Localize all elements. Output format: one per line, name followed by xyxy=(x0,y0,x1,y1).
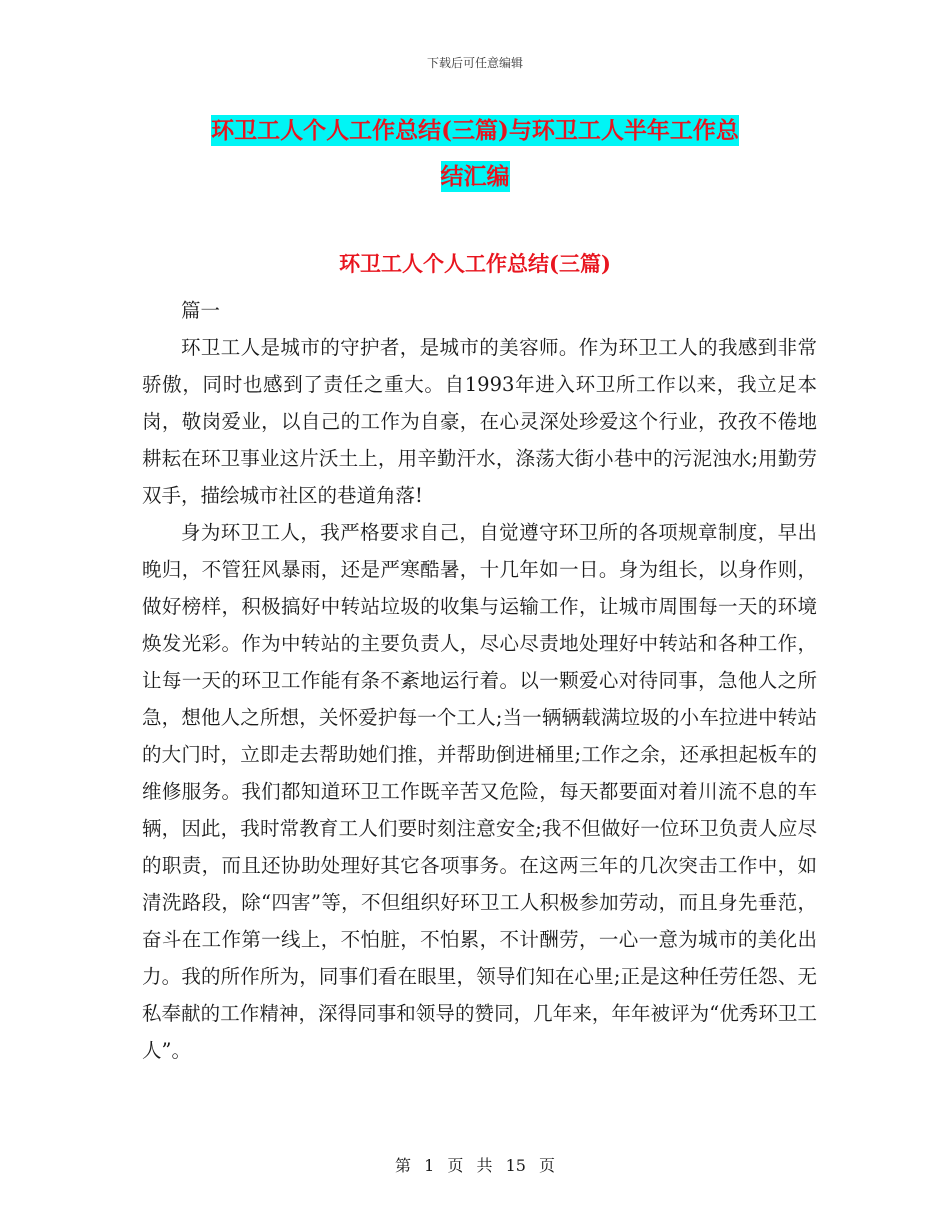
footer-total-prefix: 共 xyxy=(476,1156,493,1175)
footer-page-number: 1 xyxy=(424,1156,435,1175)
title-line-1: 环卫工人个人工作总结(三篇)与环卫工人半年工作总 xyxy=(211,117,739,144)
footer-page-suffix: 页 xyxy=(539,1156,556,1175)
document-title xyxy=(0,108,950,200)
footer-page-mid: 页 xyxy=(447,1156,464,1175)
footer-page-prefix: 第 xyxy=(394,1156,411,1175)
paragraph-1: 环卫工人是城市的守护者，是城市的美容师。作为环卫工人的我感到非常骄傲，同时也感到了责任之重大。自1993年进入环卫所工作以来，我立足本岗，敬岗爱业，以自己的工作为自豪，在心灵深处珍爱这个行业，孜孜不倦地耕耘在环卫事业这片沃土上，用辛勤汗水，涤荡大街小巷中的污泥浊水;用勤劳双手，描绘城市社区的巷道角落! xyxy=(142,336,817,507)
title-line-2: 结汇编 xyxy=(440,163,510,190)
paragraph-2: 身为环卫工人，我严格要求自己，自觉遵守环卫所的各项规章制度，早出晚归，不管狂风暴雨，还是严寒酷暑，十几年如一日。身为组长，以身作则，做好榜样，积极搞好中转站垃圾的收集与运输工作，让城市周围每一天的环境焕发光彩。作为中转站的主要负责人，尽心尽责地处理好中转站和各种工作，让每一天的环卫工作能有条不紊地运行着。以一颗爱心对待同事，急他人之所急，想他人之所想，关怀爱护每一个工人;当一辆辆载满垃圾的小车拉进中转站的大门时，立即走去帮助她们推，并帮助倒进桶里;工作之余，还承担起板车的维修服务。我们都知道环卫工作既辛苦又危险，每天都要面对着川流不息的车辆，因此，我时常教育工人们要时刻注意安全;我不但做好一位环卫负责人应尽的职责，而且还协助处理好其它各项事务。在这两三年的几次突击工作中，如清洗路段，除“四害”等，不但组织好环卫工人积极参加劳动，而且身先垂范，奋斗在工作第一线上，不怕脏，不怕累，不计酬劳，一心一意为城市的美化出力。我的所作所为，同事们看在眼里，领导们知在心里;正是这种任劳任怨、无私奉献的工作精神，深得同事和领导的赞同，几年来，年年被评为“优秀环卫工人”。 xyxy=(142,521,817,1062)
body-text xyxy=(142,292,817,1069)
page-footer xyxy=(0,1153,950,1176)
section-label: 篇一 xyxy=(181,299,221,322)
footer-total-pages: 15 xyxy=(505,1156,526,1175)
header-note: 下载后可任意编辑 xyxy=(426,56,523,70)
section-title: 环卫工人个人工作总结(三篇) xyxy=(339,251,611,276)
